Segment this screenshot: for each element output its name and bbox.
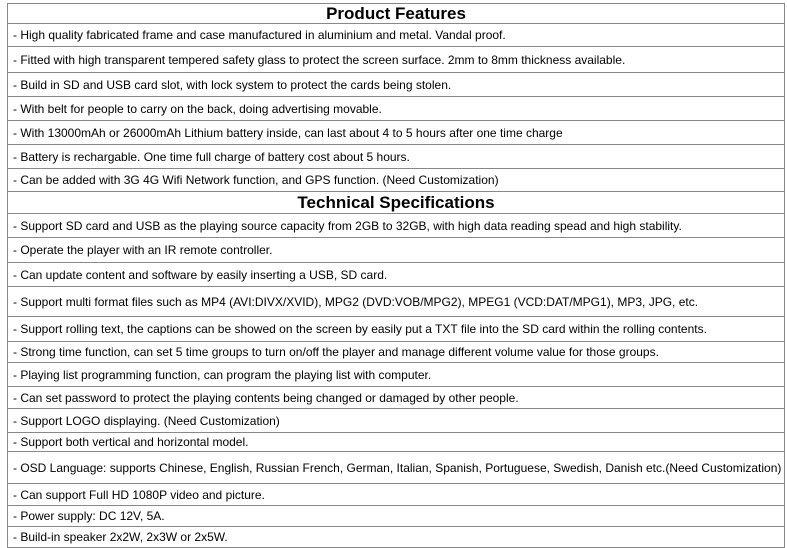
table-row [8,433,785,452]
feature-item: - With belt for people to carry on the back, doing advertising movable. [8,97,785,121]
table-row [8,317,785,342]
table-row [8,484,785,506]
spec-item: - Build-in speaker 2x2W, 2x3W or 2x5W. [8,527,785,548]
table-row [8,263,785,287]
table-row [8,527,785,548]
table-row [8,506,785,527]
spec-item: - Support SD card and USB as the playing source capacity from 2GB to 32GB, with high data reading spead and high stability. [8,214,785,238]
spec-item: - Support multi format files such as MP4 (AVI:DIVX/XVID), MPG2 (DVD:VOB/MPG2), MPEG1 (VCD:DAT/MPG1), MP3, JPG, etc. [8,287,785,317]
feature-item: - Fitted with high transparent tempered safety glass to protect the screen surface. 2mm to 8mm thickness available. [8,47,785,73]
table-row [8,363,785,387]
table-row [8,452,785,484]
table-row [8,121,785,145]
feature-item: - Battery is rechargable. One time full charge of battery cost about 5 hours. [8,145,785,169]
spec-table [7,3,785,548]
spec-item: - Playing list programming function, can program the playing list with computer. [8,363,785,387]
spec-item: - Operate the player with an IR remote controller. [8,238,785,263]
table-row [8,387,785,409]
spec-item: - OSD Language: supports Chinese, English, Russian French, German, Italian, Spanish, Portuguese, Swedish, Danish etc.(Need Customization) [8,452,785,484]
section-title: Product Features [8,4,785,24]
table-row [8,342,785,363]
spec-item: - Can update content and software by easily inserting a USB, SD card. [8,263,785,287]
table-row [8,169,785,192]
table-row [8,409,785,433]
table-row [8,47,785,73]
table-row [8,97,785,121]
feature-item: - With 13000mAh or 26000mAh Lithium battery inside, can last about 4 to 5 hours after one time charge [8,121,785,145]
section-header-row [8,4,785,24]
feature-item: - Build in SD and USB card slot, with lock system to protect the cards being stolen. [8,73,785,97]
spec-item: - Power supply: DC 12V, 5A. [8,506,785,527]
spec-item: - Support LOGO displaying. (Need Customization) [8,409,785,433]
spec-item: - Support both vertical and horizontal model. [8,433,785,452]
table-row [8,214,785,238]
spec-item: - Support rolling text, the captions can be showed on the screen by easily put a TXT file into the SD card within the rolling contents. [8,317,785,342]
spec-item: - Can set password to protect the playing contents being changed or damaged by other people. [8,387,785,409]
feature-item: - Can be added with 3G 4G Wifi Network function, and GPS function. (Need Customization) [8,169,785,192]
table-row [8,24,785,47]
spec-item: - Can support Full HD 1080P video and picture. [8,484,785,506]
feature-item: - High quality fabricated frame and case manufactured in aluminium and metal. Vandal proof. [8,24,785,47]
table-row [8,238,785,263]
table-row [8,73,785,97]
spec-item: - Strong time function, can set 5 time groups to turn on/off the player and manage different volume value for those groups. [8,342,785,363]
section-title: Technical Specifications [8,192,785,214]
table-row [8,287,785,317]
section-header-row [8,192,785,214]
table-row [8,145,785,169]
